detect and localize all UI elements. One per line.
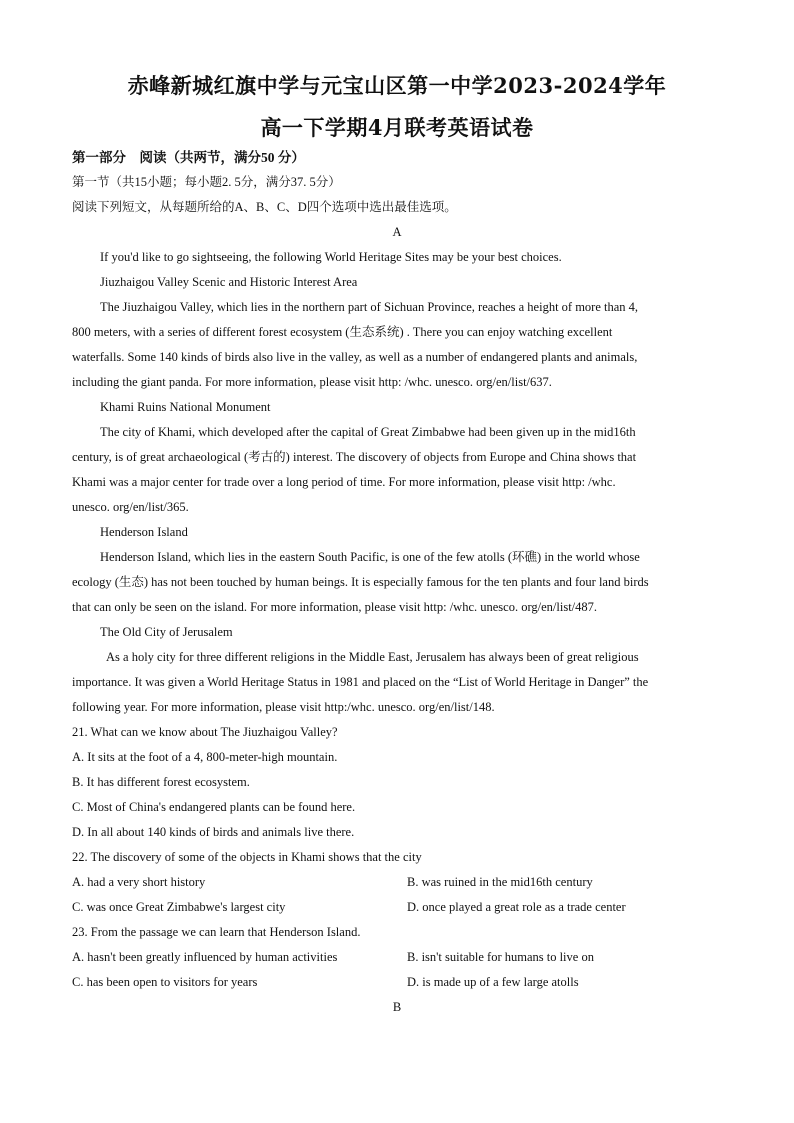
paragraph-line: 800 meters, with a series of different forest ecosystem (生态系统) . There you can enjoy watching excellent <box>72 325 613 339</box>
site-heading-khami: Khami Ruins National Monument <box>100 400 271 414</box>
exam-title-line2: 高一下学期4月联考英语试卷 <box>260 115 534 140</box>
question-21-stem: 21. What can we know about The Jiuzhaigou Valley? <box>72 725 338 739</box>
paragraph-line: that can only be seen on the island. For more information, please visit http: /whc. unesco. org/en/list/487. <box>72 600 598 614</box>
paragraph-line: including the giant panda. For more information, please visit http: /whc. unesco. org/en/list/637. <box>72 375 552 389</box>
paragraph-line: waterfalls. Some 140 kinds of birds also live in the valley, as well as a number of endangered plants and animals, <box>72 350 638 364</box>
paragraph-line: Khami was a major center for trade over a long period of time. For more information, please visit http: /whc. <box>72 475 616 489</box>
question-22-option-b: B. was ruined in the mid16th century <box>407 875 593 889</box>
question-23-option-d: D. is made up of a few large atolls <box>407 975 579 989</box>
part-heading: 第一部分 阅读（共两节，满分50 分） <box>72 150 305 165</box>
passage-a-intro: If you'd like to go sightseeing, the following World Heritage Sites may be your best choices. <box>100 250 562 264</box>
paragraph-line: As a holy city for three different religions in the Middle East, Jerusalem has always been of great religious <box>106 650 639 664</box>
question-23-option-a: A. hasn't been greatly influenced by human activities <box>72 950 338 964</box>
question-22-option-d: D. once played a great role as a trade center <box>407 900 626 914</box>
question-21-option-a: A. It sits at the foot of a 4, 800-meter-high mountain. <box>72 750 338 764</box>
passage-b-label: B <box>392 1000 402 1014</box>
paragraph-line: Henderson Island, which lies in the eastern South Pacific, is one of the few atolls (环礁) in the world whose <box>100 550 640 564</box>
question-21-option-c: C. Most of China's endangered plants can be found here. <box>72 800 356 814</box>
site-heading-jiuzhaigou: Jiuzhaigou Valley Scenic and Historic Interest Area <box>100 275 358 289</box>
paragraph-line: following year. For more information, please visit http:/whc. unesco. org/en/list/148. <box>72 700 495 714</box>
subsection-heading: 第一节（共15小题；每小题2. 5分，满分37. 5分） <box>72 175 341 189</box>
question-21-option-d: D. In all about 140 kinds of birds and animals live there. <box>72 825 355 839</box>
question-22-option-a: A. had a very short history <box>72 875 206 889</box>
site-heading-jerusalem: The Old City of Jerusalem <box>100 625 233 639</box>
question-22-option-c: C. was once Great Zimbabwe's largest city <box>72 900 286 914</box>
question-23-stem: 23. From the passage we can learn that Henderson Island. <box>72 925 361 939</box>
paragraph-line: The city of Khami, which developed after the capital of Great Zimbabwe had been given up in the mid16th <box>100 425 636 439</box>
instruction-text: 阅读下列短文，从每题所给的A、B、C、D四个选项中选出最佳选项。 <box>72 200 457 214</box>
site-heading-henderson: Henderson Island <box>100 525 188 539</box>
paragraph-line: ecology (生态) has not been touched by human beings. It is especially famous for the ten plants and four land birds <box>72 575 649 589</box>
question-21-option-b: B. It has different forest ecosystem. <box>72 775 250 789</box>
passage-a-label: A <box>392 225 402 239</box>
paragraph-line: The Jiuzhaigou Valley, which lies in the northern part of Sichuan Province, reaches a height of more than 4, <box>100 300 639 314</box>
exam-title-line1: 赤峰新城红旗中学与元宝山区第一中学2023-2024学年 <box>127 73 667 98</box>
question-23-option-c: C. has been open to visitors for years <box>72 975 258 989</box>
paragraph-line: century, is of great archaeological (考古的) interest. The discovery of objects from Europe and China shows that <box>72 450 637 464</box>
paragraph-line: importance. It was given a World Heritage Status in 1981 and placed on the “List of World Heritage in Danger” the <box>72 675 649 689</box>
paragraph-line: unesco. org/en/list/365. <box>72 500 189 514</box>
question-23-option-b: B. isn't suitable for humans to live on <box>407 950 594 964</box>
question-22-stem: 22. The discovery of some of the objects in Khami shows that the city <box>72 850 422 864</box>
